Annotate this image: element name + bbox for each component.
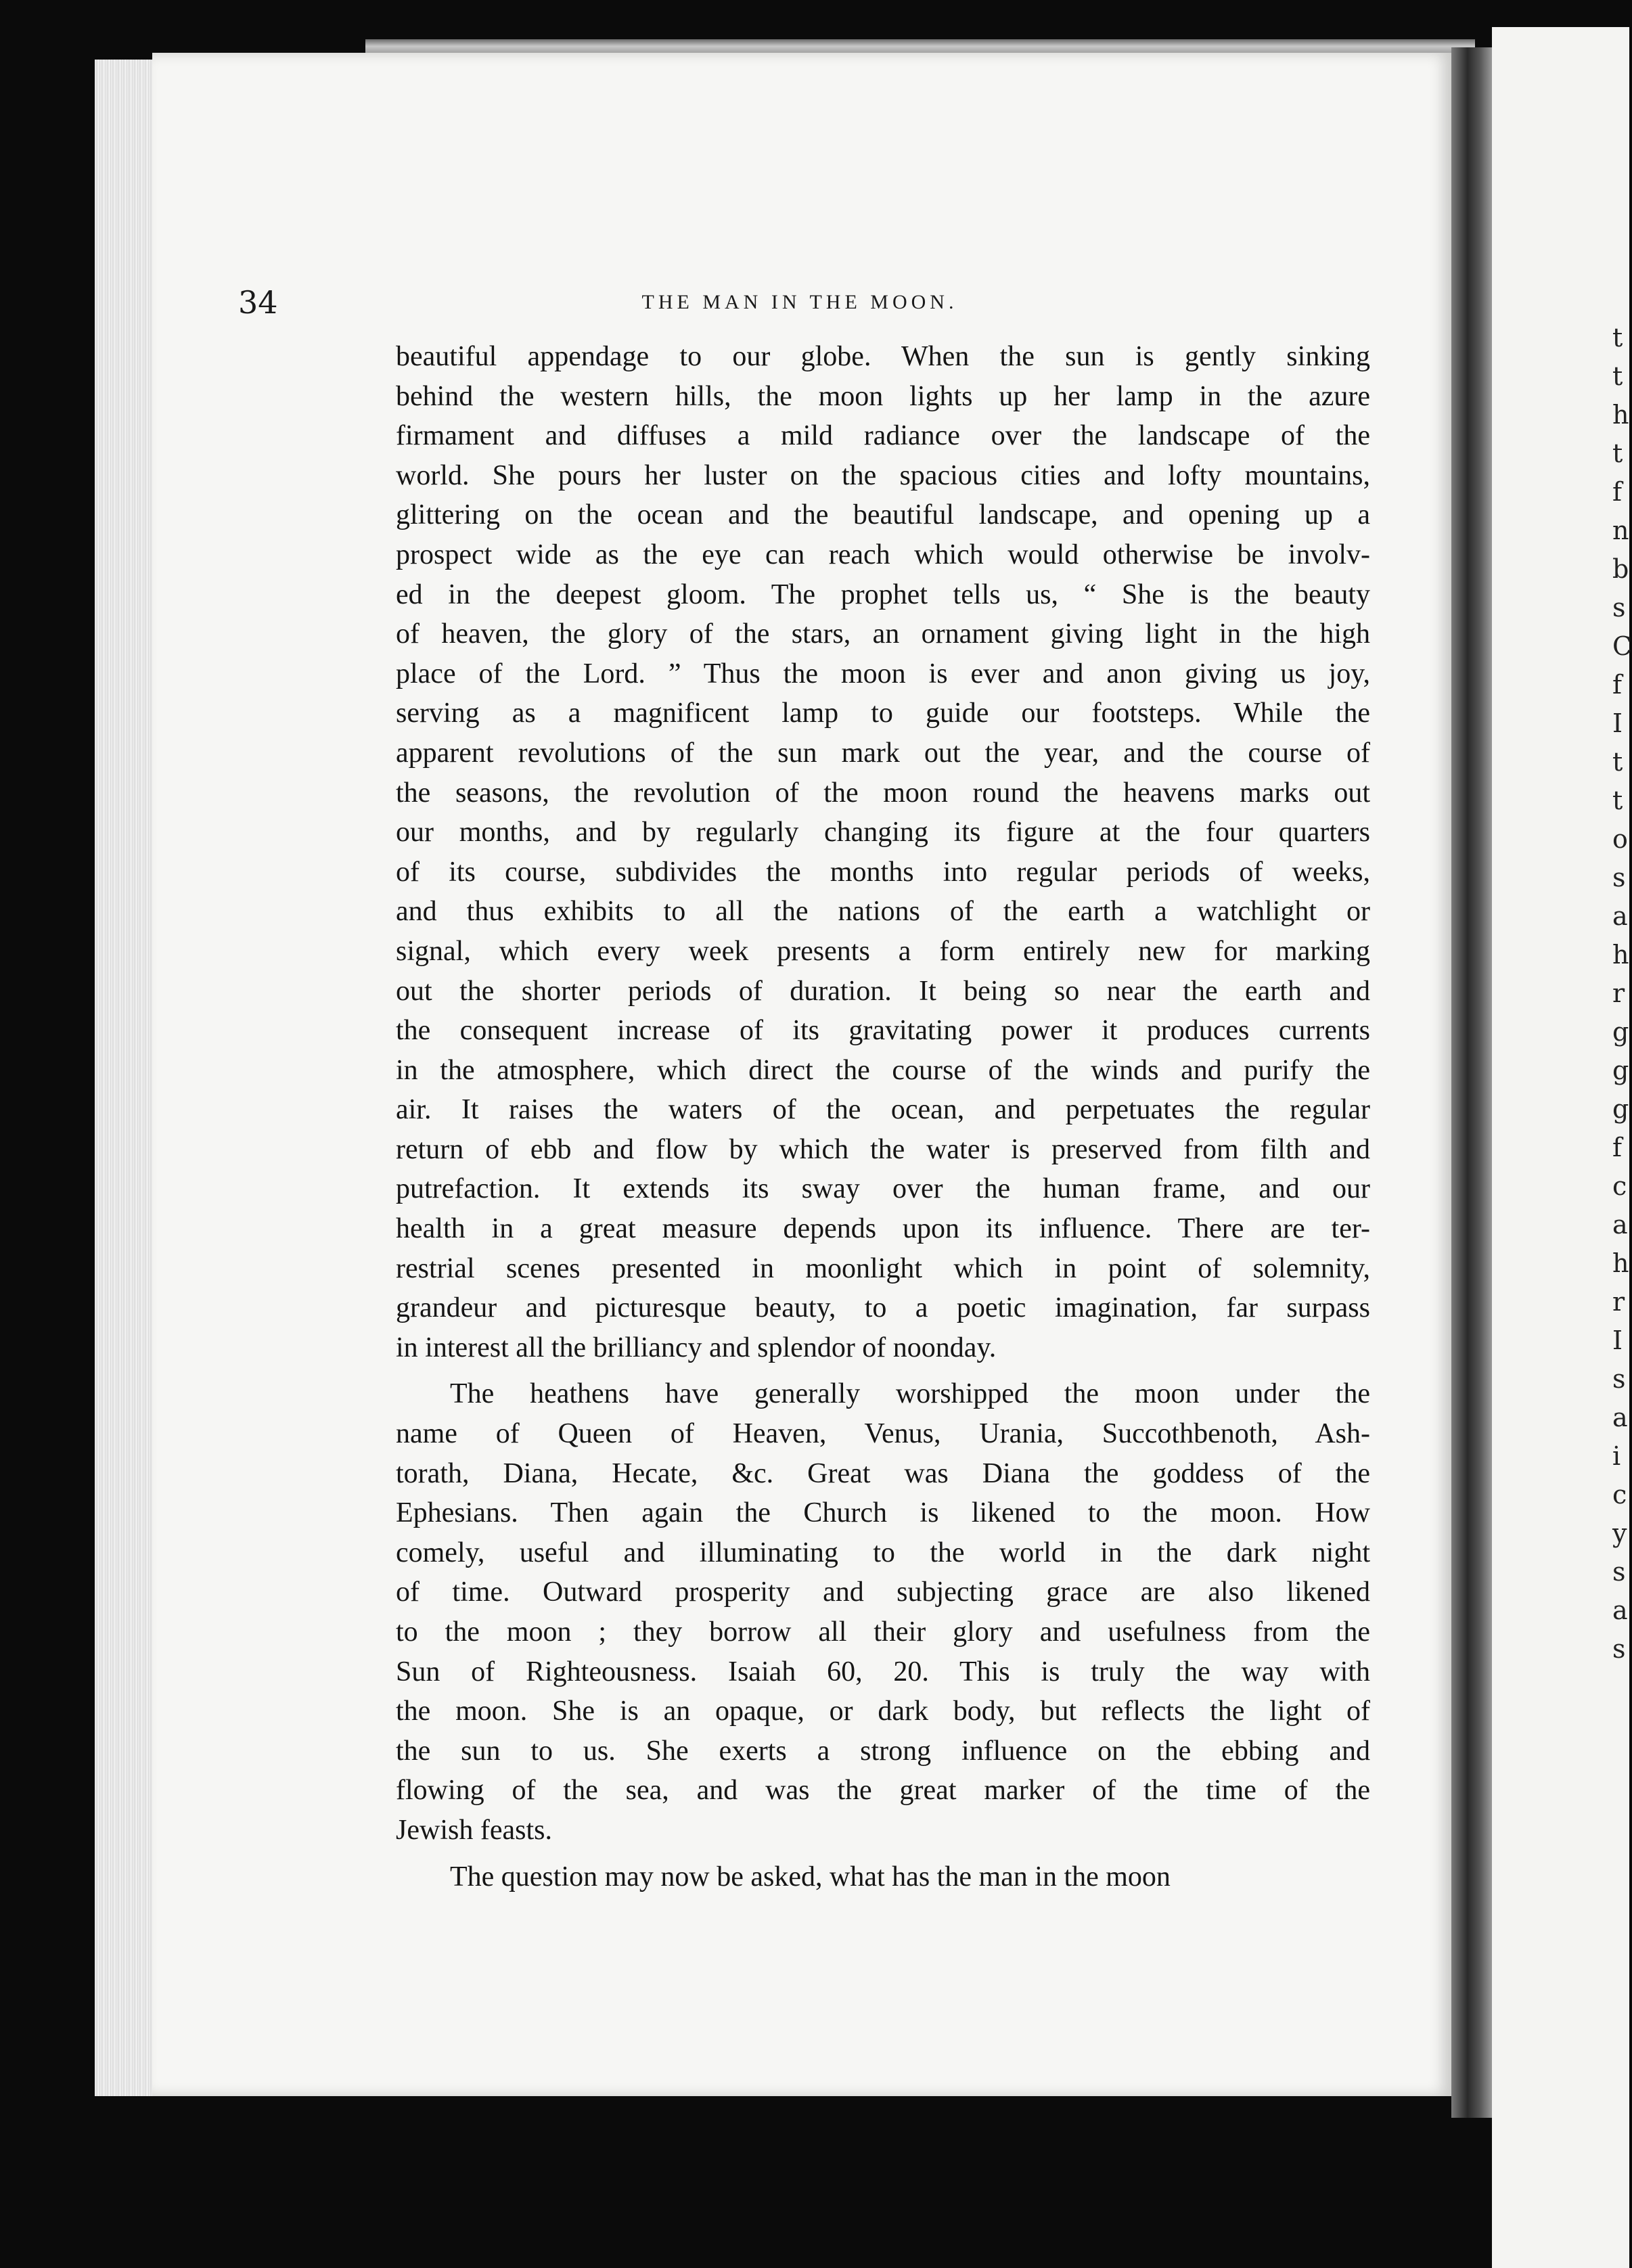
next-page-fragment: c bbox=[1612, 1480, 1627, 1510]
next-page-edge bbox=[1492, 27, 1632, 2268]
text-line: Ephesians. Then again the Church is likened to the moon. How bbox=[396, 1497, 1370, 1529]
text-line: and thus exhibits to all the nations of the earth a watchlight or bbox=[396, 896, 1370, 928]
text-line: firmament and diffuses a mild radiance over the landscape of the bbox=[396, 420, 1370, 452]
next-page-fragment: I bbox=[1612, 1325, 1623, 1355]
next-page-fragment: s bbox=[1612, 1364, 1626, 1394]
next-page-fragment: a bbox=[1612, 901, 1628, 931]
next-page-fragment: a bbox=[1612, 1595, 1628, 1625]
text-line: name of Queen of Heaven, Venus, Urania, Succothbenoth, Ash- bbox=[396, 1418, 1370, 1450]
text-line: restrial scenes presented in moonlight which in point of solemnity, bbox=[396, 1252, 1370, 1284]
next-page-fragment: b bbox=[1612, 554, 1629, 584]
next-page-fragment: r bbox=[1612, 1287, 1625, 1317]
text-line: putrefaction. It extends its sway over the human frame, and our bbox=[396, 1173, 1370, 1205]
next-page-fragment: h bbox=[1612, 940, 1629, 970]
next-page-fragment: s bbox=[1612, 1557, 1626, 1587]
text-line: to the moon ; they borrow all their glory and usefulness from the bbox=[396, 1616, 1370, 1648]
next-page-fragment: t bbox=[1612, 361, 1623, 391]
text-line: return of ebb and flow by which the water is preserved from filth and bbox=[396, 1133, 1370, 1165]
text-line: comely, useful and illuminating to the world in the dark night bbox=[396, 1537, 1370, 1568]
text-line: The question may now be asked, what has the man in the moon bbox=[450, 1861, 1171, 1892]
next-page-fragment: C bbox=[1612, 631, 1632, 661]
text-line: the seasons, the revolution of the moon round the heavens marks out bbox=[396, 777, 1370, 809]
next-page-fragment: s bbox=[1612, 863, 1626, 892]
text-line: behind the western hills, the moon lights up her lamp in the azure bbox=[396, 380, 1370, 412]
text-line: of heaven, the glory of the stars, an ornament giving light in the high bbox=[396, 618, 1370, 650]
text-line: torath, Diana, Hecate, &c. Great was Diana the goddess of the bbox=[396, 1457, 1370, 1489]
text-line: apparent revolutions of the sun mark out the year, and the course of bbox=[396, 737, 1370, 769]
text-line: health in a great measure depends upon its influence. There are ter- bbox=[396, 1213, 1370, 1245]
next-page-fragment: c bbox=[1612, 1171, 1627, 1201]
paragraph bbox=[396, 1374, 1370, 1850]
next-page-fragment: g bbox=[1612, 1017, 1629, 1047]
next-page-fragment: g bbox=[1612, 1094, 1629, 1124]
text-line: world. She pours her luster on the spacious cities and lofty mountains, bbox=[396, 459, 1370, 491]
text-line: Sun of Righteousness. Isaiah 60, 20. This is truly the way with bbox=[396, 1656, 1370, 1687]
text-line: air. It raises the waters of the ocean, and perpetuates the regular bbox=[396, 1094, 1370, 1126]
text-line: place of the Lord. ” Thus the moon is ever and anon giving us joy, bbox=[396, 658, 1370, 689]
next-page-fragment: h bbox=[1612, 1248, 1629, 1278]
next-page-fragment: t bbox=[1612, 438, 1623, 468]
next-page-fragment: a bbox=[1612, 1403, 1628, 1432]
text-line: the sun to us. She exerts a strong influence on the ebbing and bbox=[396, 1735, 1370, 1767]
next-page-fragment: f bbox=[1612, 1133, 1623, 1162]
text-line: grandeur and picturesque beauty, to a poetic imagination, far surpass bbox=[396, 1292, 1370, 1324]
next-page-fragment: t bbox=[1612, 323, 1623, 353]
next-page-fragment: f bbox=[1612, 670, 1623, 700]
text-line: ed in the deepest gloom. The prophet tells us, “ She is the beauty bbox=[396, 579, 1370, 610]
next-page-fragment: n bbox=[1612, 516, 1629, 545]
text-line: of time. Outward prosperity and subjecting grace are also likened bbox=[396, 1577, 1370, 1608]
next-page-fragment: f bbox=[1612, 477, 1623, 507]
text-line: The heathens have generally worshipped the moon under the bbox=[450, 1378, 1370, 1410]
text-line: our months, and by regularly changing its figure at the four quarters bbox=[396, 817, 1370, 848]
paragraph bbox=[396, 1857, 1370, 1897]
text-line: serving as a magnificent lamp to guide our footsteps. While the bbox=[396, 698, 1370, 729]
text-line: of its course, subdivides the months into regular periods of weeks, bbox=[396, 856, 1370, 888]
book-gutter bbox=[1451, 47, 1492, 2118]
running-head: THE MAN IN THE MOON. bbox=[641, 291, 958, 313]
next-page-fragment: i bbox=[1612, 1441, 1621, 1471]
page-number: 34 bbox=[238, 284, 278, 321]
text-line: out the shorter periods of duration. It being so near the earth and bbox=[396, 975, 1370, 1007]
next-page-fragment: y bbox=[1612, 1518, 1627, 1548]
next-page-fragment: I bbox=[1612, 708, 1623, 738]
text-line: prospect wide as the eye can reach which would otherwise be involv- bbox=[396, 539, 1370, 570]
text-line: the moon. She is an opaque, or dark body, but reflects the light of bbox=[396, 1696, 1370, 1727]
text-line: the consequent increase of its gravitating power it produces currents bbox=[396, 1015, 1370, 1047]
page-header bbox=[238, 284, 1361, 332]
text-line: in the atmosphere, which direct the course of the winds and purify the bbox=[396, 1054, 1370, 1086]
body-text bbox=[396, 337, 1370, 1897]
text-line: beautiful appendage to our globe. When the sun is gently sinking bbox=[396, 341, 1370, 372]
next-page-fragment: r bbox=[1612, 978, 1625, 1008]
next-page-fragment: s bbox=[1612, 593, 1626, 622]
text-line: Jewish feasts. bbox=[396, 1814, 552, 1846]
text-line: glittering on the ocean and the beautiful landscape, and opening up a bbox=[396, 499, 1370, 531]
next-page-fragment: h bbox=[1612, 400, 1629, 430]
next-page-fragment: g bbox=[1612, 1056, 1629, 1085]
next-page-fragment: o bbox=[1612, 824, 1628, 854]
next-page-fragment: t bbox=[1612, 747, 1623, 777]
paragraph bbox=[396, 337, 1370, 1367]
next-page-fragment: a bbox=[1612, 1210, 1628, 1240]
text-line: in interest all the brilliancy and splendor of noonday. bbox=[396, 1332, 997, 1363]
page-edges bbox=[95, 60, 156, 2096]
next-page-fragment: t bbox=[1612, 786, 1623, 815]
text-line: signal, which every week presents a form entirely new for marking bbox=[396, 935, 1370, 967]
text-line: flowing of the sea, and was the great marker of the time of the bbox=[396, 1775, 1370, 1807]
next-page-fragment: s bbox=[1612, 1634, 1626, 1664]
